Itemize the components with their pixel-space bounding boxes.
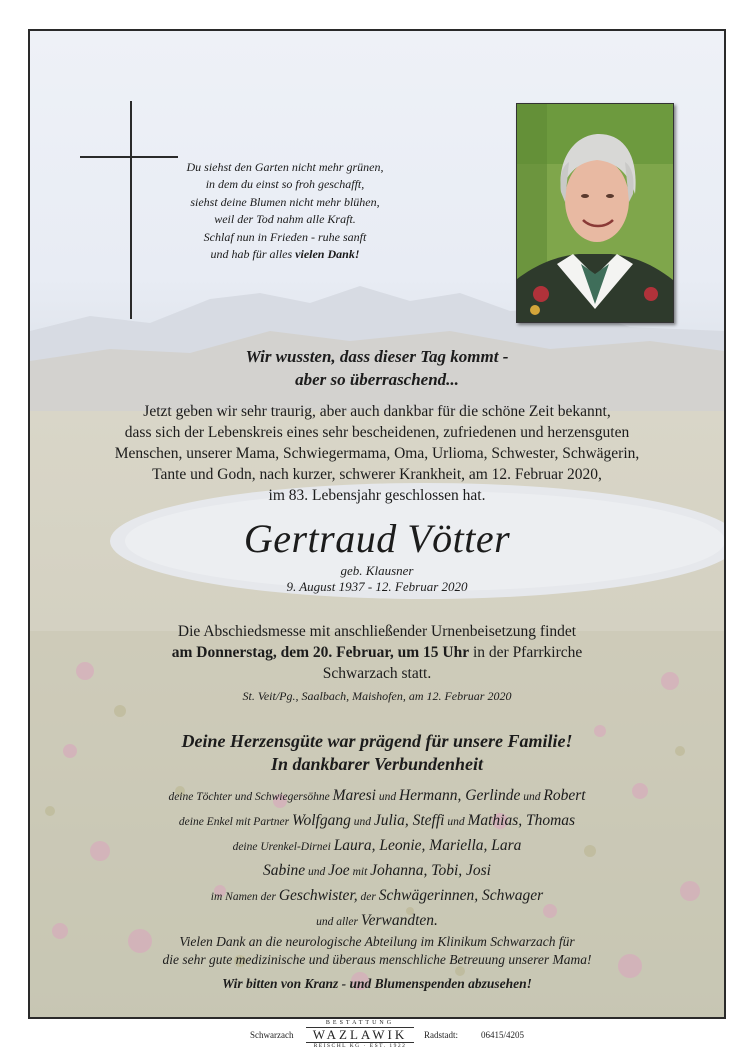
poem-line: Schlaf nun in Frieden - ruhe sanft [203,229,367,244]
poem-line: Du siehst den Garten nicht mehr grünen, [186,160,384,174]
announcement-line: Menschen, unserer Mama, Schwiegermama, Oma, Urlioma, Schwester, Schwägerin, [114,445,640,462]
family-relation-text: mit [349,866,371,878]
family-relation-text: und aller [316,916,361,928]
logo-top-text: BESTATTUNG [325,1020,395,1026]
cross-vertical [130,101,132,319]
family-member-names: Johanna, Tobi, Josi [370,862,491,879]
family-relation-text: deine Töchter und Schwiegersöhne [168,791,333,803]
funeral-mass-info [30,621,724,684]
family-relation-text: der [357,891,379,903]
family-member-names: Sabine [262,862,306,879]
portrait-photo [516,103,674,323]
announcement-text [55,401,699,506]
no-flowers-request: Wir bitten von Kranz - und Blumenspenden abzusehen! [222,976,532,991]
family-member-names: Laura, Leonie, Mariella, Lara [333,837,522,854]
family-member-names: Julia, Steffi [373,812,445,829]
poem-line-last [170,246,400,263]
poem-last-text: und hab für alles [210,247,296,262]
mass-line-1: Die Abschiedsmesse mit anschließender Urnenbeisetzung findet [177,623,577,640]
footer-phone: 06415/4205 [481,1030,525,1040]
family-heading [30,730,724,776]
thanks-line-2: die sehr gute medizinische und überaus menschliche Betreuung unserer Mama! [162,952,592,967]
heading [30,345,724,391]
family-member-names: Mathias, Thomas [467,812,576,829]
announcement-line: dass sich der Lebenskreis eines sehr bescheidenen, zufriedenen und herzensguten [124,424,630,441]
family-member-names: Joe [328,862,350,879]
family-member-names: Geschwister, [278,887,358,904]
mass-date-time: am Donnerstag, dem 20. Februar, um 15 Uhr [171,644,470,661]
family-member-names: Maresi [332,787,376,804]
poem-line: weil der Tod nahm alle Kraft. [214,212,356,227]
life-dates: 9. August 1937 - 12. Februar 2020 [286,579,468,594]
family-member-names: Verwandten. [360,912,438,929]
poem [170,159,400,263]
family-relation-text: und [305,866,329,878]
family-member-names: Wolfgang [291,812,351,829]
poem-line: in dem du einst so froh geschafft, [205,177,365,192]
mass-line-3: Schwarzach statt. [322,665,432,682]
family-row [30,833,724,858]
announcement-line: Jetzt geben wir sehr traurig, aber auch dankbar für die schöne Zeit bekannt, [143,403,611,420]
family-heading-line-2: In dankbarer Verbundenheit [270,754,484,774]
family-member-names: Robert [543,787,586,804]
family-relation-text: deine Enkel mit Partner [178,816,292,828]
birth-name: geb. Klausner [340,563,414,578]
family-member-names: Schwägerinnen, Schwager [378,887,544,904]
family-relation-text: im Namen der [210,891,279,903]
mass-line-2 [30,642,724,663]
footer [0,1018,750,1060]
heading-line-2: aber so überraschend... [295,370,459,389]
mass-location-text: in der Pfarrkirche [469,644,583,661]
parte-frame [28,29,726,1019]
poem-line: siehst deine Blumen nicht mehr blühen, [190,194,380,209]
family-relation-text: und [444,816,468,828]
family-relation-text: und [520,791,544,803]
cross-horizontal [80,156,178,158]
family-relation-text: und [375,791,399,803]
family-list [30,783,724,933]
footer-right-location: Radstadt: [424,1030,458,1040]
funeral-home-logo [300,1020,420,1050]
footer-left-location: Schwarzach [250,1030,294,1040]
thanks-line-1: Vielen Dank an die neurologische Abteilung im Klinikum Schwarzach für [179,934,575,949]
announcement-line: Tante und Godn, nach kurzer, schwerer Krankheit, am 12. Februar 2020, [152,466,602,483]
logo-name: WAZLAWIK [306,1027,414,1043]
announcement-line: im 83. Lebensjahr geschlossen hat. [268,487,486,504]
deceased-name: Gertraud Vötter [243,516,511,561]
family-row [30,883,724,908]
family-row [30,908,724,933]
family-heading-line-1: Deine Herzensgüte war prägend für unsere Familie! [181,731,573,751]
thanks-text [30,933,724,969]
heading-line-1: Wir wussten, dass dieser Tag kommt - [245,347,509,366]
family-row [30,808,724,833]
family-row [30,783,724,808]
family-member-names: Hermann, Gerlinde [398,787,521,804]
logo-bottom-text: REISCHL KG · EST. 1922 [313,1043,407,1049]
poem-last-bold: vielen Dank! [295,247,360,262]
place-and-date: St. Veit/Pg., Saalbach, Maishofen, am 12. Februar 2020 [242,689,512,703]
family-relation-text: deine Urenkel-Dirnei [232,841,334,853]
family-row [30,858,724,883]
family-relation-text: und [350,816,374,828]
